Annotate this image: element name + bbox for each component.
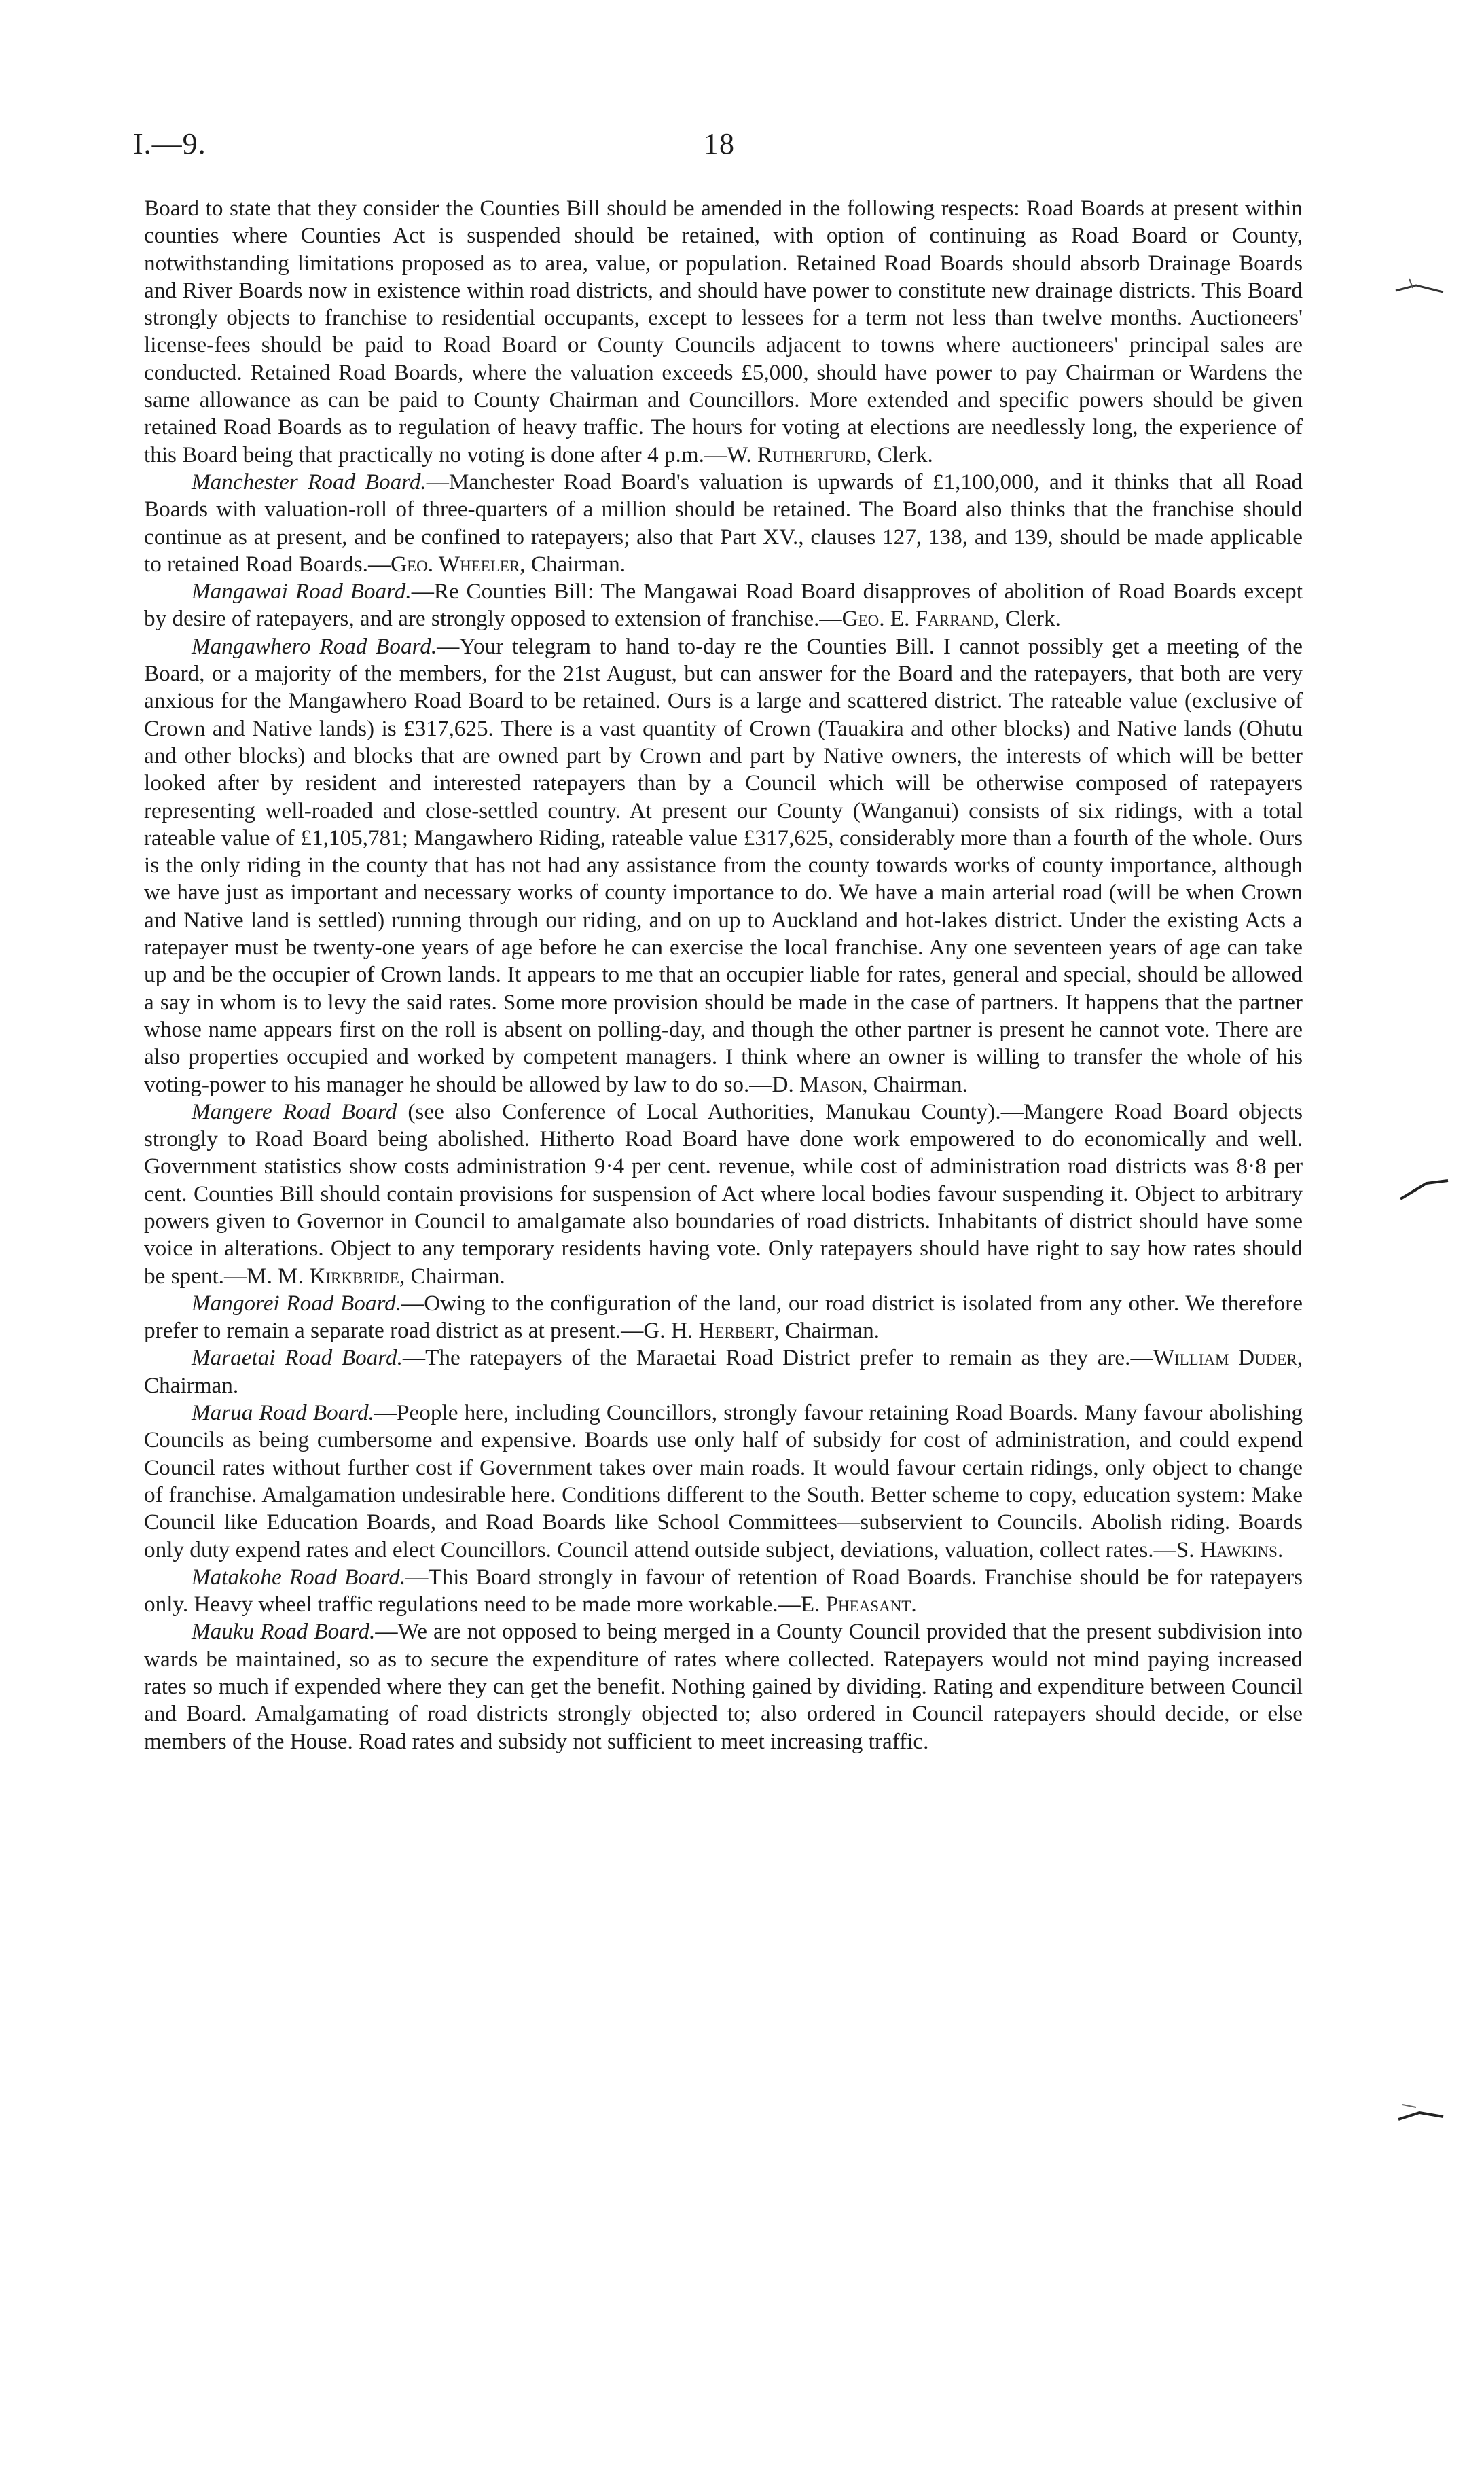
signatory-role: , Chairman. xyxy=(144,1345,1303,1398)
page-body xyxy=(144,195,1303,1755)
board-entry xyxy=(144,1564,1303,1619)
board-entry xyxy=(144,1290,1303,1345)
signatory: E. Pheasant xyxy=(800,1592,911,1617)
board-title: Manchester Road Board. xyxy=(192,469,427,495)
page-header xyxy=(133,126,1328,167)
board-title: Marua Road Board. xyxy=(192,1400,374,1426)
paragraph-text: (see also Conference of Local Authorities, Manukau County).—Mangere Road Board objects strongly to Road Board being abolished. Hitherto Road Board have done work empowered to do economically and well. Government statistics show costs administration 9·4 per cent. revenue, while cost of administration road districts was 8·8 per cent. Counties Bill should contain provisions for suspension of Act where local bodies favour suspending it. Object to arbitrary powers given to Governor in Council to amalgamate also boundaries of road districts. Inhabitants of district should have some voice in alterations. Object to any temporary residents having vote. Only ratepayers should have right to say how rates should be spent.— xyxy=(144,1098,1303,1289)
signatory-role: , Clerk. xyxy=(866,442,933,467)
board-entry xyxy=(144,1098,1303,1290)
board-entry xyxy=(144,578,1303,633)
pen-mark-icon xyxy=(1389,265,1450,306)
paragraph-text: —This Board strongly in favour of retention of Road Boards. Franchise should be for ratepayers only. Heavy wheel traffic regulations need to be made more workable.— xyxy=(144,1564,1303,1617)
board-title: Mauku Road Board. xyxy=(192,1619,376,1645)
paragraph-text: —Manchester Road Board's valuation is upwards of £1,100,000, and it thinks that all Road Boards with valuation-roll of three-quarters of a million should be retained. The Board also thinks that the franchise should continue as at present, and be confined to ratepayers; also that Part XV., clauses 127, 138, and 139, should be made applicable to retained Road Boards.— xyxy=(144,469,1303,577)
signatory: M. M. Kirkbride xyxy=(247,1263,399,1289)
pen-mark-icon xyxy=(1389,2092,1450,2133)
signatory-role: , Chairman. xyxy=(399,1263,505,1289)
board-entry xyxy=(144,469,1303,578)
paragraph-text: —The ratepayers of the Maraetai Road District prefer to remain as they are.— xyxy=(402,1345,1153,1371)
board-entry xyxy=(144,1344,1303,1399)
board-title: Mangere Road Board xyxy=(192,1098,397,1124)
paragraph-text: —Re Counties Bill: The Mangawai Road Board disapproves of abolition of Road Boards except by desire of ratepayers, and are strongly opposed to extension of franchise.— xyxy=(144,579,1303,632)
signatory: W. Rutherfurd xyxy=(727,442,867,467)
board-title: Mangorei Road Board. xyxy=(192,1290,402,1316)
signatory-role: , Chairman. xyxy=(520,551,626,577)
board-title: Maraetai Road Board. xyxy=(192,1345,403,1371)
paragraph-text: —We are not opposed to being merged in a County Council provided that the present subdivision into wards be maintained, so as to secure the expenditure of rates where collected. Ratepayers would not mind paying increased rates so much if expended where they can get the benefit. Nothing gained by dividing. Rating and expenditure between Council and Board. Amalgamating of road districts strongly objected to; also ordered in Council ratepayers should decide, or else members of the House. Road rates and subsidy not sufficient to meet increasing traffic. xyxy=(144,1619,1303,1754)
signatory: S. Hawkins xyxy=(1176,1537,1278,1562)
paragraph-text: —Your telegram to hand to-day re the Counties Bill. I cannot possibly get a meeting of the Board, or a majority of the members, for the 21st August, but can answer for the Board and the ratepayers, that both are very anxious for the Mangawhero Road Board to be retained. Ours is a large and scattered district. The rateable value (exclusive of Crown and Native lands) is £317,625. There is a vast quantity of Crown (Tauakira and other blocks) and Native lands (Ohutu and other blocks) and blocks that are owned part by Crown and part by Native owners, the interests of which will be better looked after by resident and interested ratepayers than by a Council which will be otherwise composed of ratepayers representing well-roaded and close-settled country. At present our County (Wanganui) consists of six ridings, with a total rateable value of £1,105,781; Mangawhero Riding, rateable value £317,625, considerably more than a fourth of the whole. Ours is the only riding in the county that has not had any assistance from the county towards works of county importance, although we have just as important and necessary works of county importance to do. We have a main arterial road (will be when Crown and Native land is settled) running through our riding, and on up to Auckland and hot-lakes district. Under the existing Acts a ratepayer must be twenty-one years of age before he can exercise the local franchise. Any one seventeen years of age can take up and be the occupier of Crown lands. It appears to me that an occupier liable for rates, general and special, should be allowed a say in whom is to levy the said rates. Some more provision should be made in the case of partners. It happens that the partner whose name appears first on the roll is absent on polling-day, and though the other partner is present he cannot vote. There are also properties occupied and worked by competent managers. I think where an owner is willing to transfer the whole of his voting-power to his manager he should be allowed by law to do so.— xyxy=(144,633,1303,1097)
signatory-role: , Clerk. xyxy=(994,606,1061,632)
signatory: D. Mason xyxy=(772,1071,863,1097)
board-entry xyxy=(144,1618,1303,1755)
intro-paragraph xyxy=(144,195,1303,469)
board-title: Mangawai Road Board. xyxy=(192,579,412,605)
board-entry xyxy=(144,633,1303,1098)
paragraph-text: Board to state that they consider the Counties Bill should be amended in the following respects: Road Boards at present within counties where Counties Act is suspended should be retained, with option of continuing as Road Board or County, notwithstanding limitations proposed as to area, value, or population. Retained Road Boards should absorb Drainage Boards and River Boards now in existence within road districts, and should have power to constitute new drainage districts. This Board strongly objects to franchise to residential occupants, except to lessees for a term not less than twelve months. Auctioneers' license-fees should be paid to Road Board or County Councils adjacent to towns where auctioneers' principal sales are conducted. Retained Road Boards, where the valuation exceeds £5,000, should have power to pay Chairman or Wardens the same allowance as can be paid to County Chairman and Councillors. More extended and specific powers should be given retained Road Boards as to regulation of heavy traffic. The hours for voting at elections are needlessly long, the experience of this Board being that practically no voting is done after 4 p.m.— xyxy=(144,196,1303,467)
board-title: Mangawhero Road Board. xyxy=(192,633,437,659)
document-reference: I.—9. xyxy=(133,127,206,160)
paragraph-text: —People here, including Councillors, strongly favour retaining Road Boards. Many favour abolishing Councils as being cumbersome and expensive. Boards use only half of subsidy for cost of administration, and could expend Council rates without further cost if Government takes over main roads. It would favour certain ridings, only object to change of franchise. Amalgamation undesirable here. Conditions different to the South. Better scheme to copy, education system: Make Council like Education Boards, and Road Boards like School Committees—subservient to Councils. Abolish riding. Boards only duty expend rates and elect Councillors. Council attend outside subject, deviations, valuation, collect rates.— xyxy=(144,1400,1303,1562)
board-entry xyxy=(144,1399,1303,1564)
page-number: 18 xyxy=(704,127,735,160)
signatory: William Duder xyxy=(1153,1345,1297,1371)
pen-mark-icon xyxy=(1392,1168,1453,1209)
signatory: Geo. E. Farrand xyxy=(841,606,994,632)
signatory: Geo. Wheeler xyxy=(391,551,520,577)
board-title: Matakohe Road Board. xyxy=(192,1564,406,1590)
paragraph-text: —Owing to the configuration of the land, our road district is isolated from any other. We therefore prefer to remain a separate road district as at present.— xyxy=(144,1290,1303,1344)
signatory-role: . xyxy=(911,1592,917,1617)
signatory-role: , Chairman. xyxy=(862,1071,968,1097)
signatory-role: , Chairman. xyxy=(774,1318,880,1344)
signatory: G. H. Herbert xyxy=(643,1318,774,1344)
signatory-role: . xyxy=(1277,1537,1284,1562)
